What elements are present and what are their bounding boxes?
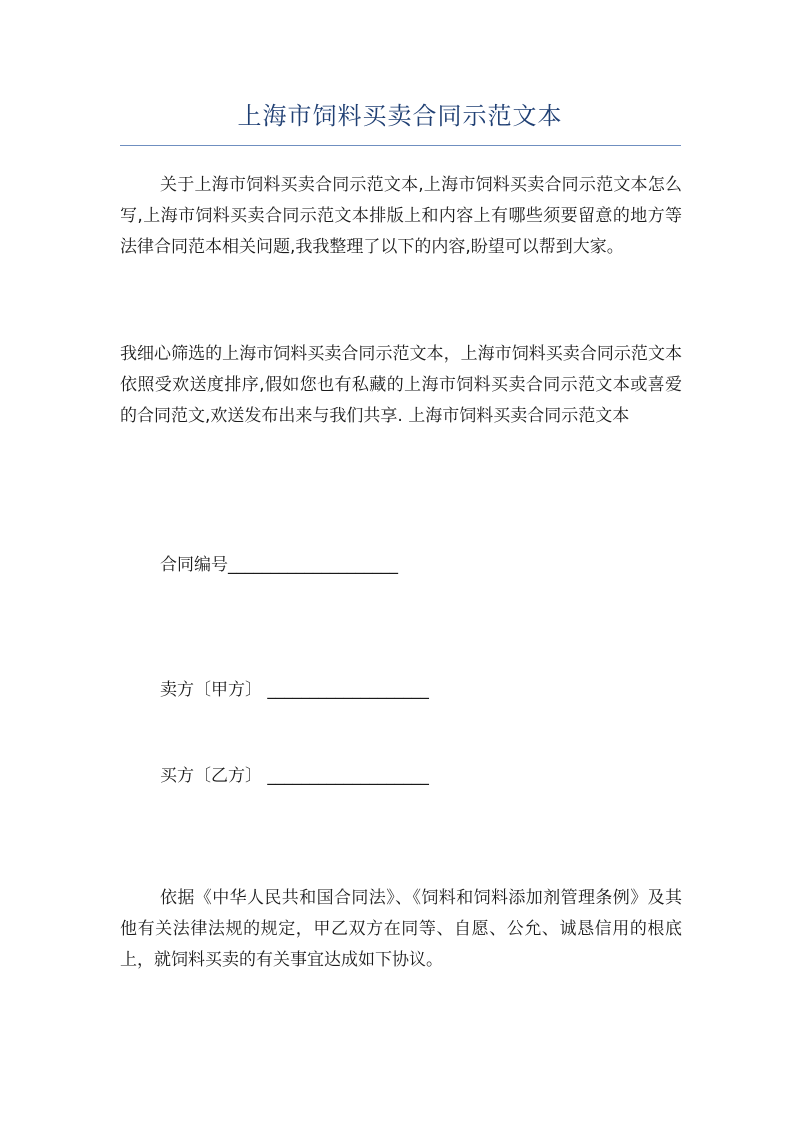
seller-blank: ___________________ <box>267 680 429 700</box>
buyer-blank: ___________________ <box>267 766 429 786</box>
title-divider <box>120 145 681 146</box>
seller-field <box>160 676 429 704</box>
seller-label: 卖方〔甲方〕 <box>160 680 262 700</box>
legal-basis-paragraph: 依据《中华人民共和国合同法》、《饲料和饲料添加剂管理条例》及其他有关法律法规的规定，甲乙双方在同等、自愿、公允、诚恳信用的根底上，就饲料买卖的有关事宜达成如下协议。 <box>120 888 682 970</box>
contract-number-blank: ____________________ <box>228 555 398 575</box>
document-title: 上海市饲料买卖合同示范文本 <box>237 102 563 130</box>
buyer-label: 买方〔乙方〕 <box>160 766 262 786</box>
intro-paragraph: 关于上海市饲料买卖合同示范文本,上海市饲料买卖合同示范文本怎么写,上海市饲料买卖合同示范文本排版上和内容上有哪些须要留意的地方等法律合同范本相关问题,我我整理了以下的内容,盼望可以帮到大家。 <box>120 175 682 257</box>
contract-number-label: 合同编号 <box>160 555 228 575</box>
contract-number-field <box>160 551 398 579</box>
buyer-field <box>160 762 429 790</box>
selection-paragraph: 我细心筛选的上海市饲料买卖合同示范文本，上海市饲料买卖合同示范文本依照受欢送度排序,假如您也有私藏的上海市饲料买卖合同示范文本或喜爱的合同范文,欢送发布出来与我们共享. 上海市饲料买卖合同示范文本 <box>120 344 682 426</box>
